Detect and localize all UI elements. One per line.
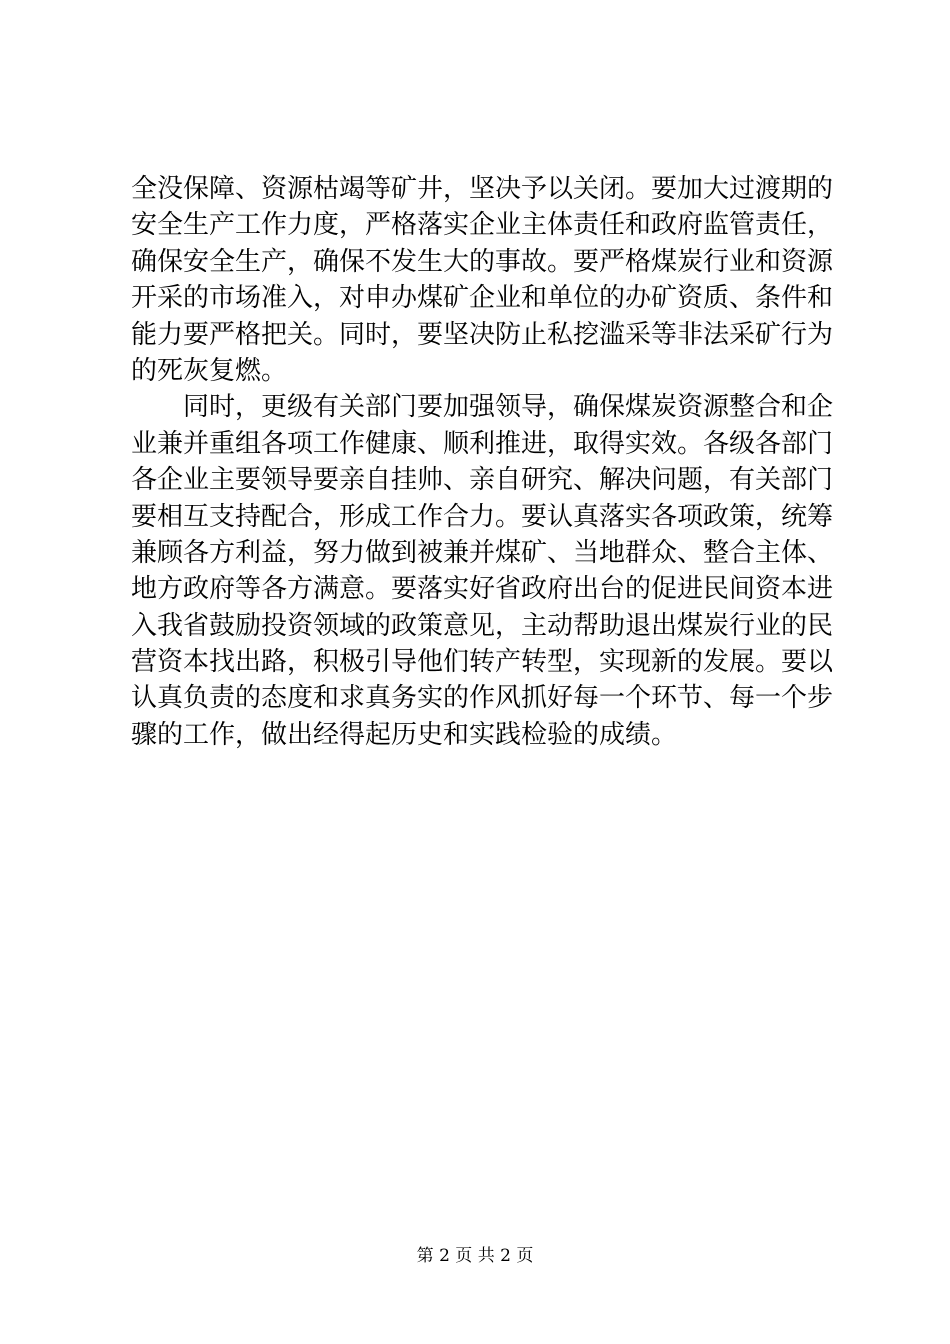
paragraph-2-line-5: 兼顾各方利益，努力做到被兼并煤矿、当地群众、整合主体、 [131,537,834,568]
paragraph-2-line-10: 骤的工作，做出经得起历史和实践检验的成绩。 [131,719,678,750]
paragraph-2-line-9: 认真负责的态度和求真务实的作风抓好每一个环节、每一个步 [131,683,834,714]
page-number-footer: 第 2 页 共 2 页 [416,1246,534,1266]
paragraph-2-line-4: 要相互支持配合，形成工作合力。要认真落实各项政策，统筹 [131,501,834,532]
paragraph-2-line-7: 入我省鼓励投资领域的政策意见，主动帮助退出煤炭行业的民 [131,610,834,641]
document-body [131,171,834,753]
paragraph-2-line-8: 营资本找出路，积极引导他们转产转型，实现新的发展。要以 [131,647,834,678]
paragraph-1-line-5: 能力要严格把关。同时，要坚决防止私挖滥采等非法采矿行为 [131,319,834,350]
paragraph-2-line-6: 地方政府等各方满意。要落实好省政府出台的促进民间资本进 [131,574,834,605]
paragraph-2-line-3: 各企业主要领导要亲自挂帅、亲自研究、解决问题，有关部门 [131,465,834,496]
paragraph-1-line-3: 确保安全生产，确保不发生大的事故。要严格煤炭行业和资源 [131,246,834,277]
paragraph-1-line-4: 开采的市场准入，对申办煤矿企业和单位的办矿资质、条件和 [131,283,834,314]
paragraph-1-line-1: 全没保障、资源枯竭等矿井，坚决予以关闭。要加大过渡期的 [131,174,834,204]
paragraph-2-line-1: 同时，更级有关部门要加强领导，确保煤炭资源整合和企 [183,392,834,423]
paragraph-1-line-6: 的死灰复燃。 [131,355,288,386]
paragraph-2-line-2: 业兼并重组各项工作健康、顺利推进，取得实效。各级各部门 [131,428,834,459]
paragraph-1-line-2: 安全生产工作力度，严格落实企业主体责任和政府监管责任， [131,210,834,241]
